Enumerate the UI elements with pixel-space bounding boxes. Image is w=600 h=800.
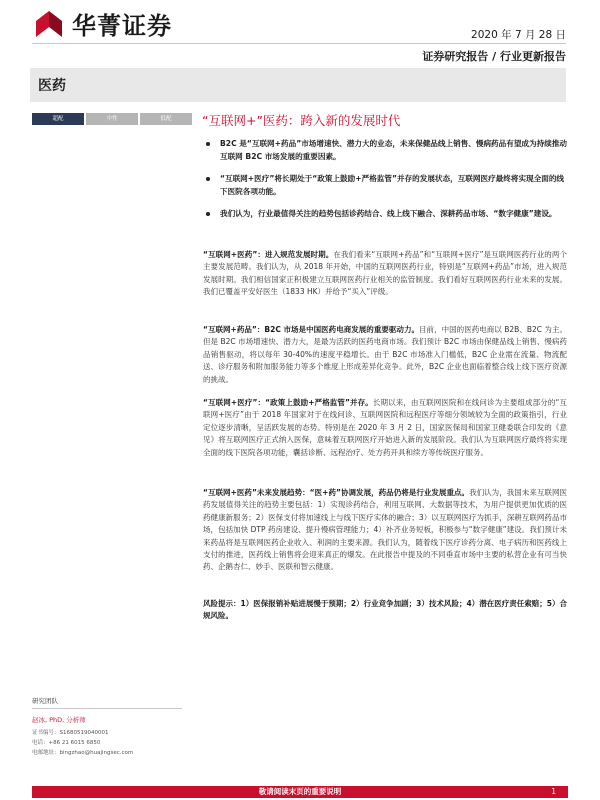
paragraph-lead: “互联网+医药”：进入规范发展时期。 xyxy=(203,250,334,259)
analyst-certificate: 证书编号：S1680519040001 xyxy=(32,730,109,736)
company-logo-icon xyxy=(32,7,66,41)
body-paragraph xyxy=(203,397,567,459)
rating-tab-underweight: 低配 xyxy=(140,113,192,125)
body-paragraph xyxy=(203,324,567,386)
key-point: “互联网+医疗”将长期处于“政策上鼓励+严格监管”并存的发展状态，互联网医疗最终将实现全面的线下医院各项功能。 xyxy=(203,173,567,198)
footer-bar xyxy=(32,786,568,798)
analyst-phone: 电话：+86 21 6015 6850 xyxy=(32,740,101,746)
rating-tab-neutral: 中性 xyxy=(86,113,138,125)
paragraph-text: 我们认为，我国未来互联网医药发展值得关注的趋势主要包括：1）实现诊药结合，利用互联网、大数据等技术，为用户提供更加优质的医药健康新服务；2）医保支付将加速线上与线下医疗实体的融合；3）以互联网医疗为抓手，深耕互联网药品市场，包括加快 DTP 药房建设、提升慢病管理能力；4）补齐业务短板，积极参与“数字健康”建设。我们预计未来药品将是互联网医药企业收入、利润的主要来源。我们认为，随着线下医疗诊药分离、电子病历和医药线上支付的推进，医药线上销售将会迎来真正的爆发。在此报告中提及的不同垂直市场中主要的私营企业有可当快药、企鹅杏仁、妙手、医联和智云健康。 xyxy=(203,488,567,572)
report-headline: “互联网+”医药：跨入新的发展时代 xyxy=(202,113,401,128)
company-name: 华菁证券 xyxy=(72,12,172,40)
report-type: 证券研究报告 / 行业更新报告 xyxy=(422,50,566,63)
key-point: B2C 是“互联网+药品”市场增速快、潜力大的业态，未来保健品线上销售、慢病药品有望成为持续推动互联网 B2C 市场发展的重要因素。 xyxy=(203,138,567,163)
paragraph-text: 长期以来，由互联网医院和在线问诊为主要组成部分的“互联网+医疗”由于 2018 年国家对于在线问诊、互联网医院和远程医疗等细分领域较为全面的政策指引，行业定位逐步清晰，呈活跃发展的态势。特别是在 2020 年 3 月 2 日，国家医保局和国家卫健委联合印发的《意见》将互联网医疗正式纳入医保，意味着互联网医疗开始进入新的发展阶段。我们认为互联网医疗最终将实现全面的线下医院各项功能，囊括诊断、远程治疗、处方药开具和续方等传统医疗服务。 xyxy=(203,398,567,457)
research-team xyxy=(32,696,182,758)
rating-tab-overweight: 超配 xyxy=(32,113,84,125)
paragraph-text: 目前，中国的医药电商以 B2B、B2C 为主。但是 B2C 市场增速快、潜力大，是最为活跃的医药电商市场。我们预计 B2C 市场由保健品线上销售、慢病药品销售驱动，将以每年 30-40%的速度平稳增长。由于 B2C 市场准入门槛低，B2C 企业需在流量、物流配送、诊疗服务和附加服务能力等多个维度上形成差异化竞争。此外，B2C 企业也面临着整合线上线下医疗资源的挑战。 xyxy=(203,325,567,384)
paragraph-lead: “互联网+药品”：B2C 市场是中国医药电商发展的重要驱动力。 xyxy=(203,325,420,334)
key-points-list xyxy=(203,138,567,231)
company-logo xyxy=(32,6,172,41)
risk-warning xyxy=(203,598,567,623)
body-paragraph xyxy=(203,249,567,299)
header-divider xyxy=(32,43,566,44)
rating-tabs xyxy=(32,113,194,125)
paragraph-lead: “互联网+医药”未来发展趋势：“医+药”协调发展，药品仍将是行业发展重点。 xyxy=(203,488,470,497)
paragraph-lead: 风险提示：1）医保报销补贴进展慢于预期；2）行业竞争加剧；3）技术风险；4）潜在医疗责任索赔；5）合规风险。 xyxy=(203,599,567,621)
report-date: 2020 年 7 月 28 日 xyxy=(471,29,566,41)
analyst-email: 电邮地址：bingzhao@huajingsec.com xyxy=(32,750,134,756)
page-number: 1 xyxy=(551,787,556,796)
analyst-name: 赵冰, PhD, 分析师 xyxy=(32,716,86,724)
key-point: 我们认为，行业最值得关注的趋势包括诊药结合、线上线下融合、深耕药品市场、“数字健康”建设。 xyxy=(203,208,567,221)
paragraph-lead: “互联网+医疗”：“政策上鼓励+严格监管”并存。 xyxy=(203,398,373,407)
footer-notice: 敬请阅读末页的重要说明 xyxy=(258,787,342,796)
team-title: 研究团队 xyxy=(32,696,182,709)
sector-bar xyxy=(30,68,566,102)
paragraph-text: 在我们看来“互联网+药品”和“互联网+医疗”是互联网医药行业的两个主要发展范畴。我们认为，从 2018 年开始，中国的互联网医药行业，特别是“互联网+药品”市场，进入规范发展时期。我们相信国家正积极建立互联网医药行业相关的监管制度。我们看好互联网医药行业未来的发展。我们已覆盖平安好医生（1833 HK）并给予“买入”评级。 xyxy=(203,250,567,297)
body-paragraph xyxy=(203,487,567,574)
sector-title: 医药 xyxy=(38,78,66,94)
